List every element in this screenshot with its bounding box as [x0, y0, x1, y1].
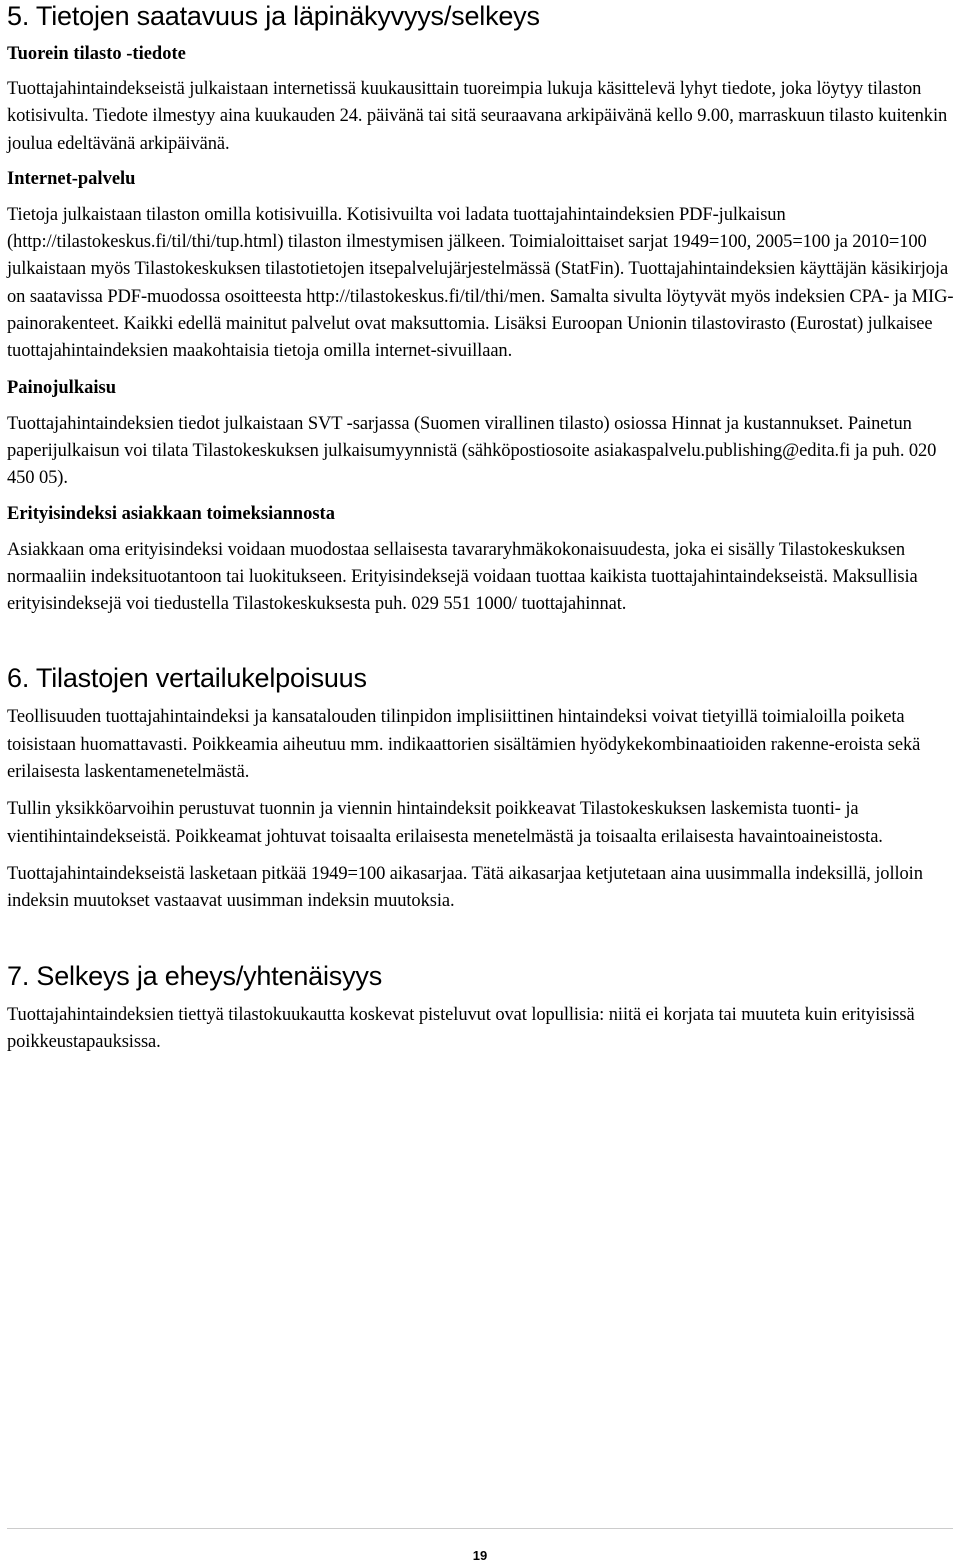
section-7-paragraph: Tuottajahintaindeksien tiettyä tilastokuukautta koskevat pisteluvut ovat lopullisia: niitä ei korjata tai muuteta kuin erityisissä poikkeustapauksissa.: [7, 1004, 915, 1052]
painojulkaisu-paragraph: Tuottajahintaindeksien tiedot julkaistaan SVT -sarjassa (Suomen virallinen tilasto) osiossa Hinnat ja kustannukset. Painetun paperijulkaisun voi tilata Tilastokeskuksen julkaisumyynnistä (sähköpostiosoite asiakaspalvelu.publishing@edita.fi ja puh. 020 450 05).: [7, 413, 937, 489]
section-7-title: 7. Selkeys ja eheys/yhtenäisyys: [7, 960, 382, 991]
section-5-title: 5. Tietojen saatavuus ja läpinäkyvyys/selkeys: [7, 1, 540, 31]
footer-divider: [7, 1528, 953, 1529]
section-6-title: 6. Tilastojen vertailukelpoisuus: [7, 663, 367, 694]
painojulkaisu-heading: Painojulkaisu: [7, 377, 116, 398]
document-page: [7, 0, 955, 1056]
section-6-paragraph: Tullin yksikköarvoihin perustuvat tuonnin ja viennin hintaindeksit poikkeavat Tilastokeskuksen laskemista tuonti- ja vientihintaindekseistä. Poikkeamat johtuvat toisaalta erilaisesta menetelmästä ja toisaalta erilaisesta havaintoaineistosta.: [7, 799, 883, 847]
section-6-paragraph: Tuottajahintaindekseistä lasketaan pitkää 1949=100 aikasarjaa. Tätä aikasarjaa ketjutetaan aina uusimmalla indeksillä, jolloin indeksin muutokset vastaavat uusimman indeksin muutoksia.: [7, 863, 923, 912]
section-6-paragraph: Teollisuuden tuottajahintaindeksi ja kansatalouden tilinpidon implisiittinen hintaindeksi voivat tietyillä toimialoilla poiketa toisistaan huomattavasti. Poikkeamia aiheutuu mm. indikaattorien sisältämien hyödykekombinaatioiden rakenne-eroista sekä erilaisesta laskentamenetelmästä.: [7, 707, 921, 783]
internet-heading: Internet-palvelu: [7, 168, 136, 189]
page-number: 19: [472, 1548, 488, 1563]
tiedote-heading: Tuorein tilasto -tiedote: [7, 44, 186, 64]
tiedote-paragraph: Tuottajahintaindekseistä julkaistaan internetissä kuukausittain tuoreimpia lukuja käsittelevä lyhyt tiedote, joka löytyy tilaston kotisivulta. Tiedote ilmestyy aina kuukauden 24. päivänä tai sitä seuraavana arkipäivänä kello 9.00, marraskuun tilasto kuitenkin joulua edeltävänä arkipäivänä.: [7, 79, 948, 154]
erityisindeksi-heading: Erityisindeksi asiakkaan toimeksiannosta: [7, 503, 335, 524]
internet-paragraph: Tietoja julkaistaan tilaston omilla kotisivuilla. Kotisivuilta voi ladata tuottajahintaindeksien PDF-julkaisun (http://tilastokeskus.fi/til/thi/tup.html) tilaston ilmestymisen jälkeen. Toimialoittaiset sarjat 1949=100, 2005=100 ja 2010=100 julkaistaan myös Tilastokeskuksen tilastotietojen itsepalvelujärjestelmässä (StatFin). Tuottajahintaindeksien käyttäjän käsikirjoja on saatavissa PDF-muodossa osoitteesta http://tilastokeskus.fi/til/thi/men. Samalta sivulta löytyvät myös indeksien CPA- ja MIG-painorakenteet. Kaikki edellä mainitut palvelut ovat maksuttomia. Lisäksi Euroopan Unionin tilastovirasto (Eurostat) julkaisee tuottajahintaindeksien maakohtaisia tietoja omilla internet-sivuillaan.: [7, 204, 954, 362]
erityisindeksi-paragraph: Asiakkaan oma erityisindeksi voidaan muodostaa sellaisesta tavararyhmäkokonaisuudesta, joka ei sisälly Tilastokeskuksen normaaliin indeksituotantoon tai luokitukseen. Erityisindeksejä voidaan tuottaa kaikista tuottajahintaindekseistä. Maksullisia erityisindeksejä voi tiedustella Tilastokeskuksesta puh. 029 551 1000/ tuottajahinnat.: [7, 539, 918, 615]
